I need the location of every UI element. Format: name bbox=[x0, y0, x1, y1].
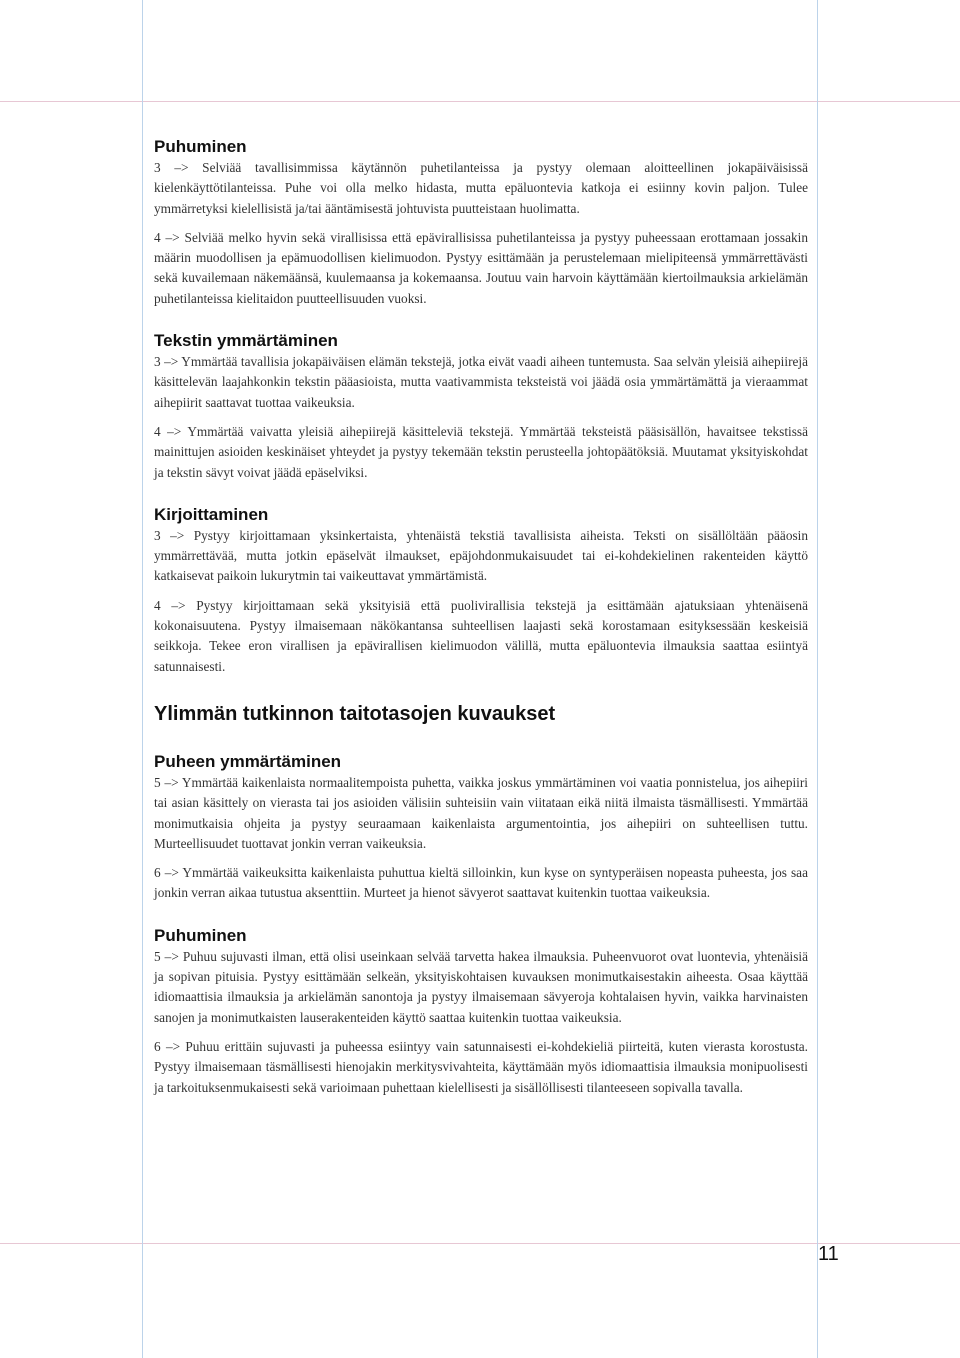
paragraph: 4 –> Selviää melko hyvin sekä virallisissa että epävirallisissa puhetilanteissa ja pystyy puheessaan erottamaan jossakin määrin muodollisen ja epämuodollisen kielimuodon. Pystyy esittämään ja perustelemaan mielipiteensä ymmärrettävästi sekä kuvailemaan näkemäänsä, kuulemaansa ja kokemaansa. Joutuu vain harvoin käyttämään kiertoilmauksia arkielämän puhetilanteissa kielitaidon puutteellisuuden vuoksi. bbox=[154, 229, 808, 306]
section-kirjoittaminen bbox=[154, 504, 808, 677]
section-puhuminen-2 bbox=[154, 925, 808, 1098]
paragraph: 5 –> Ymmärtää kaikenlaista normaalitempoista puhetta, vaikka joskus ymmärtäminen voi vaatia ponnistelua, jos aihepiiri tai asian käsittely on vierasta tai jos asioiden välisiin suhteisiin vain viitataan eikä niitä ilmaista täsmällisesti. Ymmärtää monimutkaisia ohjeita ja pystyy seuraamaan kaikenlaista argumentointia, jos aihepiiri on suhteellisen tuttu. Murteellisuudet tuottavat jonkin verran vaikeuksia. bbox=[154, 774, 808, 851]
page-number: 11 bbox=[818, 1243, 839, 1265]
left-guide-line bbox=[142, 0, 143, 1358]
section-heading: Puheen ymmärtäminen bbox=[154, 751, 342, 771]
paragraph: 3 –> Ymmärtää tavallisia jokapäiväisen elämän tekstejä, jotka eivät vaadi aiheen tuntemusta. Saa selvän yleisiä aihepiirejä käsittelevän laajahkonkin tekstin pääasioista, mutta vaativammista teksteistä voi jäädä osia ymmärtämättä ja vieraammat aihepiirit saattavat tuottaa vaikeuksia. bbox=[154, 354, 808, 410]
top-guide-line bbox=[0, 101, 960, 102]
page-content bbox=[154, 136, 808, 1098]
paragraph: 4 –> Pystyy kirjoittamaan sekä yksityisiä että puolivirallisia tekstejä ja esittämään ajatuksiaan yhtenäisenä kokonaisuutena. Pystyy ilmaisemaan näkökantansa suhteellisen laajasti sekä korostamaan esityksessään keskeisiä seikkoja. Tekee eron virallisen ja epävirallisen kielimuodon välillä, mutta epäluontevia ilmauksia saattaa esiintyä satunnaisesti. bbox=[154, 597, 808, 674]
section-heading: Puhuminen bbox=[154, 137, 247, 156]
right-guide-line bbox=[817, 0, 818, 1358]
section-heading: Puhuminen bbox=[154, 925, 247, 945]
paragraph: 6 –> Puhuu erittäin sujuvasti ja puheessa esiintyy vain satunnaisesti ei-kohdekieliä piirteitä, kuten vierasta korostusta. Pystyy ilmaisemaan täsmällisesti hienojakin merkitysvivahteita, käyttämään myös idiomaattisia ilmauksia monipuolisesti ja tarkoituksenmukaisesti sekä varioimaan puhettaan kielellisesti ja sisällöllisesti tilanteeseen sopivalla tavalla. bbox=[154, 1038, 808, 1095]
main-heading: Ylimmän tutkinnon taitotasojen kuvaukset bbox=[154, 702, 556, 725]
section-heading: Tekstin ymmärtäminen bbox=[154, 331, 338, 351]
section-heading: Kirjoittaminen bbox=[154, 504, 269, 524]
paragraph: 3 –> Selviää tavallisimmissa käytännön puhetilanteissa ja pystyy olemaan aloitteellinen jokapäiväisissä kielenkäyttötilanteissa. Puhe voi olla melko hidasta, mutta epäluontevia katkoja ei esiinny kovin paljon. Tulee ymmärretyksi kielellisistä ja/tai ääntämisestä johtuvista puutteistaan huolimatta. bbox=[154, 160, 808, 216]
paragraph: 6 –> Ymmärtää vaikeuksitta kaikenlaista puhuttua kieltä silloinkin, kun kyse on syntyperäisen nopeasta puheesta, jos saa jonkin verran aikaa tutustua aksenttiin. Murteet ja hienot sävyerot saattavat kuitenkin tuottaa vaikeuksia. bbox=[154, 865, 808, 901]
bottom-guide-line bbox=[0, 1243, 960, 1244]
section-puheen-ymmartaminen bbox=[154, 751, 808, 904]
paragraph: 5 –> Puhuu sujuvasti ilman, että olisi useinkaan selvää tarvetta hakea ilmauksia. Puheenvuorot ovat luontevia, yhtenäisiä ja sopivan pituisia. Pystyy esittämään selkeän, yksityiskohtaisen kuvauksen monimutkaisestakin aiheesta. Osaa käyttää idiomaattisia ilmauksia ja arkielämän sanontoja ja pystyy ilmaisemaan sävyeroja kohtalaisen hyvin, vaikka harvinaisten sanojen ja monimutkaisten lauserakenteiden käyttö saattaa kuitenkin tuottaa vaikeuksia. bbox=[154, 948, 808, 1025]
paragraph: 4 –> Ymmärtää vaivatta yleisiä aihepiirejä käsitteleviä tekstejä. Ymmärtää teksteistä pääsisällön, havaitsee tekstissä mainittujen asioiden keskinäiset yhteydet ja pystyy tekemään tekstin perusteella johtopäätöksiä. Muutamat yksityiskohdat ja tekstin sävyt voivat jäädä epäselviksi. bbox=[154, 423, 808, 480]
paragraph: 3 –> Pystyy kirjoittamaan yksinkertaista, yhtenäistä tekstiä tavallisista aiheista. Teksti on sisällöltään pääosin ymmärrettävää, mutta jotkin epäselvät ilmaukset, epäjohdonmukaisuudet tai ei-kohdekielinen rakenteiden käyttö katkaisevat paikoin lukurytmin tai vaikeuttavat ymmärtämistä. bbox=[154, 527, 808, 584]
section-puhuminen bbox=[154, 136, 808, 309]
section-tekstin-ymmartaminen bbox=[154, 330, 808, 483]
